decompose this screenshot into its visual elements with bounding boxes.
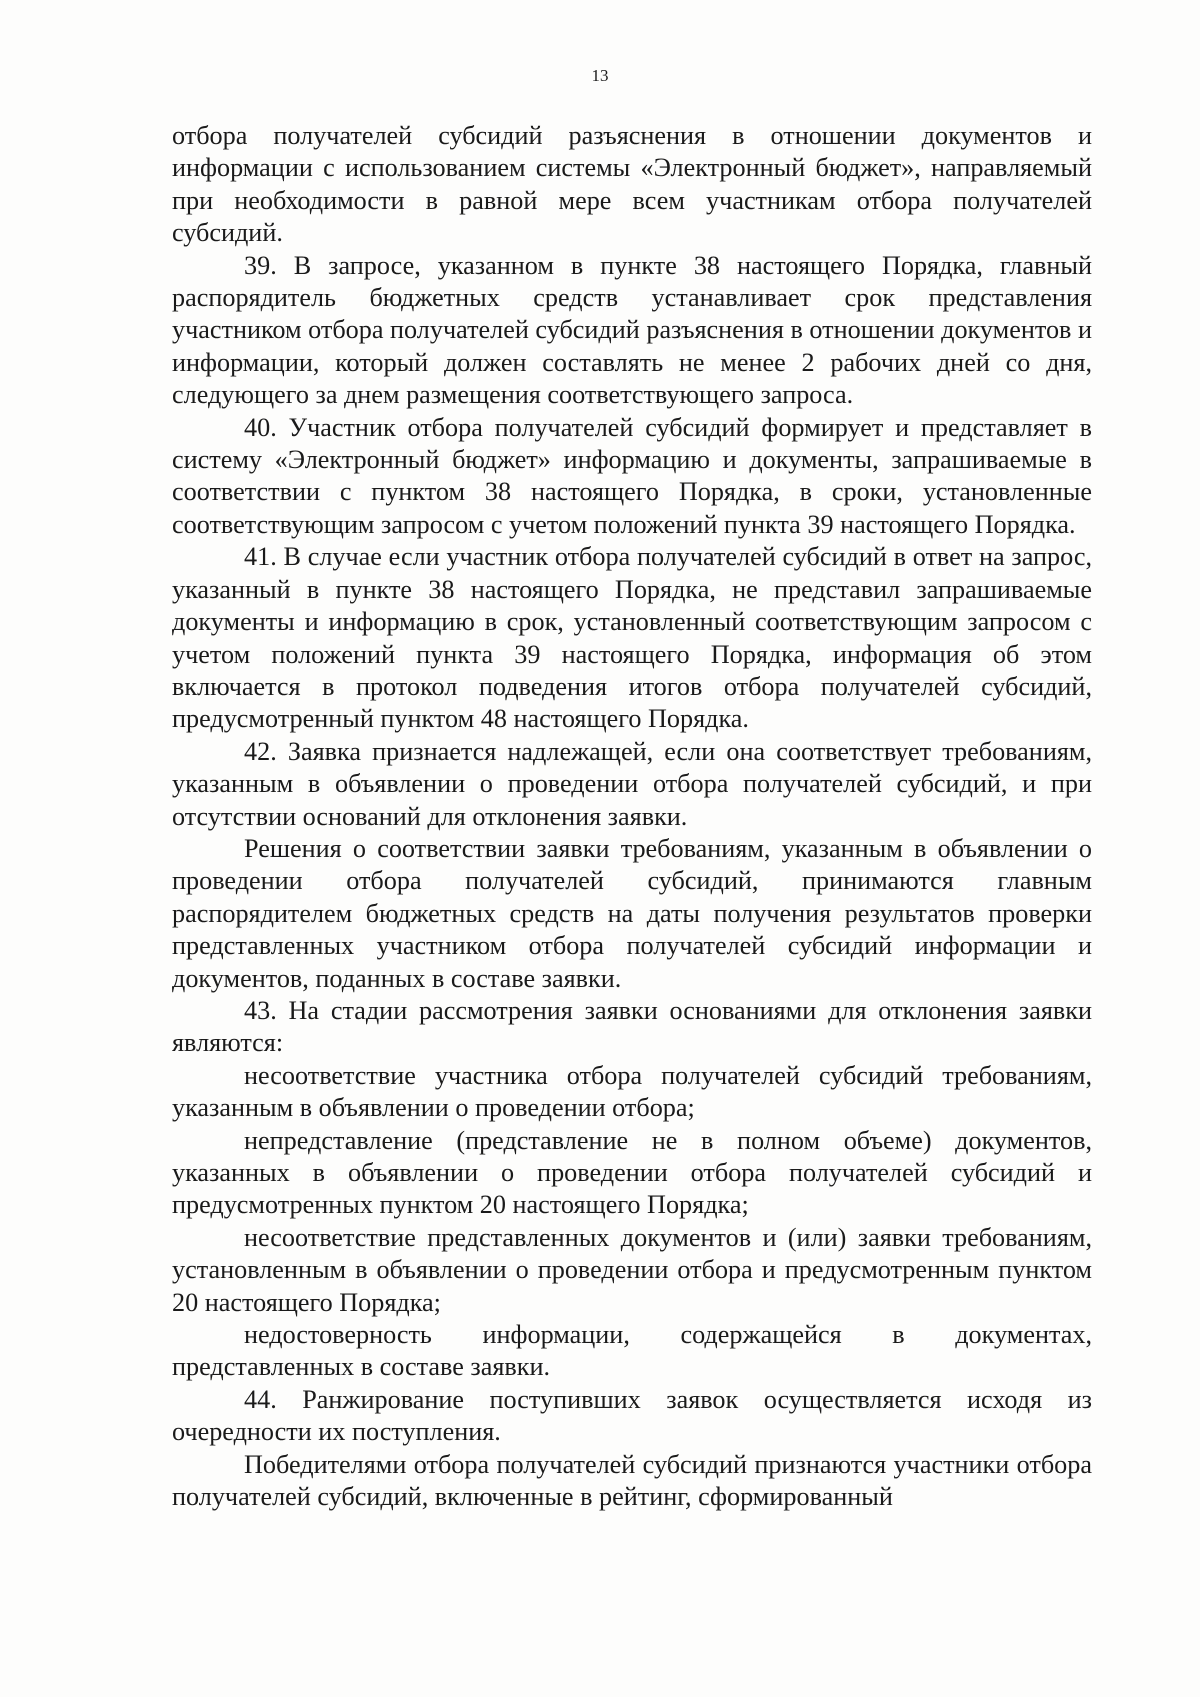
document-body (172, 120, 1092, 1513)
paragraph-43: 43. На стадии рассмотрения заявки основаниями для отклонения заявки являются: (172, 995, 1092, 1058)
paragraph-41: 41. В случае если участник отбора получателей субсидий в ответ на запрос, указанный в пункте 38 настоящего Порядка, не представил запрашиваемые документы и информацию в срок, установленный соответствующим запросом с учетом положений пункта 39 настоящего Порядка, информация об этом включается в протокол подведения итогов отбора получателей субсидий, предусмотренный пунктом 48 настоящего Порядка. (172, 542, 1092, 734)
paragraph-42: 42. Заявка признается надлежащей, если она соответствует требованиям, указанным в объявлении о проведении отбора получателей субсидий, и при отсутствии оснований для отклонения заявки. (172, 736, 1092, 831)
paragraph-43-item-1: несоответствие участника отбора получателей субсидий требованиям, указанным в объявлении о проведении отбора; (172, 1060, 1092, 1123)
paragraph-40: 40. Участник отбора получателей субсидий формирует и представляет в систему «Электронный бюджет» информацию и документы, запрашиваемые в соответствии с пунктом 38 настоящего Порядка, в сроки, установленные соответствующим запросом с учетом положений пункта 39 настоящего Порядка. (172, 412, 1092, 539)
paragraph-43-item-3: несоответствие представленных документов и (или) заявки требованиям, установленным в объявлении о проведении отбора и предусмотренным пунктом 20 настоящего Порядка; (172, 1222, 1092, 1317)
paragraph-continuation: отбора получателей субсидий разъяснения в отношении документов и информации с использованием системы «Электронный бюджет», направляемый при необходимости в равной мере всем участникам отбора получателей субсидий. (172, 121, 1092, 248)
paragraph-39: 39. В запросе, указанном в пункте 38 настоящего Порядка, главный распорядитель бюджетных средств устанавливает срок представления участником отбора получателей субсидий разъяснения в отношении документов и информации, который должен составлять не менее 2 рабочих дней со дня, следующего за днем размещения соответствующего запроса. (172, 250, 1092, 410)
paragraph-42-decisions: Решения о соответствии заявки требованиям, указанным в объявлении о проведении отбора получателей субсидий, принимаются главным распорядителем бюджетных средств на даты получения результатов проверки представленных участником отбора получателей субсидий информации и документов, поданных в составе заявки. (172, 833, 1092, 993)
page-number: 13 (591, 66, 609, 85)
paragraph-43-item-2: непредставление (представление не в полном объеме) документов, указанных в объявлении о проведении отбора получателей субсидий и предусмотренных пунктом 20 настоящего Порядка; (172, 1125, 1092, 1220)
paragraph-43-item-4: недостоверность информации, содержащейся в документах, представленных в составе заявки. (172, 1320, 1092, 1382)
paragraph-44-winners: Победителями отбора получателей субсидий признаются участники отбора получателей субсидий, включенные в рейтинг, сформированный (172, 1449, 1092, 1512)
paragraph-44: 44. Ранжирование поступивших заявок осуществляется исходя из очередности их поступления. (172, 1384, 1092, 1447)
